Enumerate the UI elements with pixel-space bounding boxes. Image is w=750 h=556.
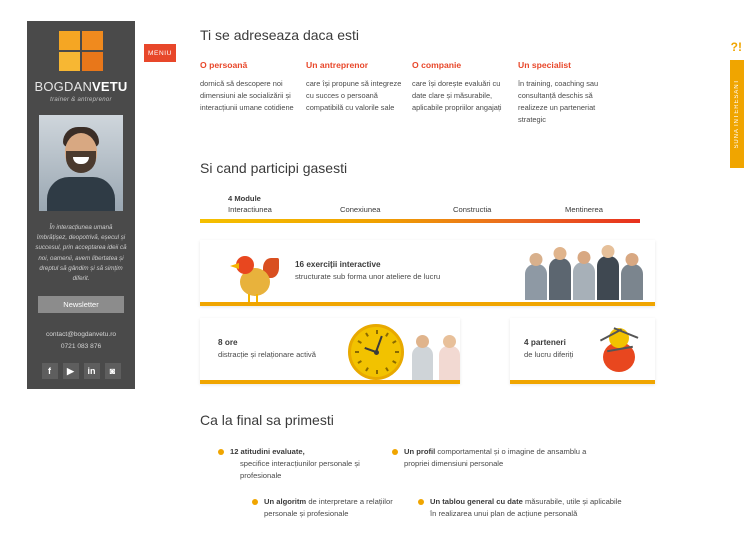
audience-column — [306, 60, 412, 126]
outcome-item — [418, 496, 628, 520]
brand-logo[interactable] — [27, 21, 135, 103]
contact-phone: 0721 083 876 — [60, 343, 102, 351]
audience-column — [518, 60, 624, 126]
section-outcomes — [200, 412, 670, 556]
outcome-rest: specifice interacțiunilor personale și profesionale — [240, 459, 360, 481]
outcome-item — [392, 446, 592, 470]
logo-name-bold: VETU — [92, 79, 128, 94]
rooster-illustration-icon — [230, 252, 280, 302]
band-subtitle: structurate sub forma unor ateliere de lucru — [295, 272, 441, 281]
band-text — [218, 338, 316, 359]
feature-band-exercises — [200, 240, 655, 306]
outcome-bold: Un algoritm — [264, 497, 307, 506]
audience-heading: O persoană — [200, 60, 248, 70]
newsletter-button[interactable]: Newsletter — [38, 296, 124, 313]
facebook-icon[interactable]: f — [42, 363, 58, 379]
audience-heading: Un specialist — [518, 60, 572, 70]
band-subtitle: distracție și relaționare activă — [218, 350, 316, 359]
audience-column — [412, 60, 518, 126]
band-text — [524, 338, 573, 359]
audience-columns — [200, 60, 660, 126]
outcome-item — [218, 446, 388, 482]
audience-body: care își dorește evaluări cu date clare și măsurabile, aplicabile propriilor angajați — [412, 79, 502, 112]
contact-email[interactable]: contact@bogdanvetu.ro — [45, 331, 117, 339]
sidebar — [27, 21, 135, 389]
band-title: 8 ore — [218, 338, 238, 347]
portrait-photo — [39, 115, 123, 211]
outcome-bold: Un tablou general cu date — [430, 497, 523, 506]
audience-column — [200, 60, 306, 126]
outcome-text — [404, 446, 592, 470]
instagram-icon[interactable]: ◙ — [105, 363, 121, 379]
logo-cube-icon — [59, 31, 103, 71]
bullet-dot-icon — [218, 449, 224, 455]
outcome-text — [430, 496, 628, 520]
outcome-text — [264, 496, 422, 520]
section-audience-title: Ti se adreseaza daca esti — [200, 27, 360, 43]
outcome-rest: comportamental și o imagine de ansamblu a propriei dimensiuni personale — [404, 447, 587, 469]
section-outcomes-title: Ca la final sa primesti — [200, 412, 334, 428]
bullet-dot-icon — [392, 449, 398, 455]
outcome-text — [230, 446, 388, 482]
section-participation-title: Si cand participi gasesti — [200, 160, 348, 176]
bullet-dot-icon — [252, 499, 258, 505]
contact-info — [27, 329, 135, 353]
outcome-bold: Un profil — [404, 447, 436, 456]
group-photo-illustration — [525, 246, 645, 300]
bullet-dot-icon — [418, 499, 424, 505]
module-label-3: Constructia — [453, 205, 492, 214]
logo-name-light: BOGDAN — [34, 79, 93, 94]
section-audience — [200, 27, 660, 126]
band-subtitle: de lucru diferiți — [524, 350, 574, 359]
couple-illustration — [412, 322, 460, 380]
outcome-bold: 12 atitudini evaluate, — [230, 447, 305, 456]
band-text — [295, 260, 440, 281]
logo-name — [34, 79, 127, 94]
outcome-rest: măsurabile, utile și aplicabile în realizarea unui plan de acțiune personală — [430, 497, 622, 519]
module-label-2: Conexiunea — [340, 205, 381, 214]
audience-body: care își propune să integreze cu succes o persoană compatibilă cu valorile sale — [306, 79, 402, 112]
youtube-icon[interactable]: ▶ — [63, 363, 79, 379]
linkedin-icon[interactable]: in — [84, 363, 100, 379]
audience-heading: Un antreprenor — [306, 60, 369, 70]
module-label-4: Mentinerea — [565, 205, 603, 214]
outcome-rest: de interpretare a relațiilor personale și profesionale — [264, 497, 393, 519]
pincushion-illustration-icon — [597, 326, 641, 376]
logo-subtitle: trainer & antreprenor — [50, 97, 112, 103]
section-participation — [200, 160, 670, 226]
clock-illustration-icon — [348, 324, 404, 380]
audience-body: în training, coaching sau consultanță deschis să realizeze un parteneriat strategic — [518, 79, 599, 124]
suna-interesant-tab[interactable] — [730, 60, 744, 168]
feature-band-partners — [510, 318, 655, 384]
modules-gradient-bar — [200, 219, 640, 223]
modules-count-label: 4 Module — [228, 194, 261, 203]
band-title: 16 exerciții interactive — [295, 260, 381, 269]
outcomes-grid — [200, 446, 670, 556]
audience-heading: O companie — [412, 60, 462, 70]
sidebar-quote: În interacțiunea umană îmbrățișez, deopotrivă, eșecul și succesul, prin acceptarea ideii că noi, oamenii, avem libertatea și dreptul să gândim și să simțim diferit. — [35, 224, 127, 283]
modules-row — [200, 194, 670, 226]
audience-body: dornică să descopere noi dimensiuni ale socializării și interacțiunii umane cotidiene — [200, 79, 294, 112]
suna-interesant-label: SUNA INTERESANT — [734, 79, 740, 149]
main-content — [200, 0, 720, 556]
outcome-item — [252, 496, 422, 520]
feature-band-hours — [200, 318, 460, 384]
menu-button[interactable]: MENIU — [144, 44, 176, 62]
question-mark-icon: ?! — [730, 40, 742, 54]
module-label-1: Interactiunea — [228, 205, 272, 214]
social-links — [42, 363, 121, 379]
band-title: 4 parteneri — [524, 338, 566, 347]
